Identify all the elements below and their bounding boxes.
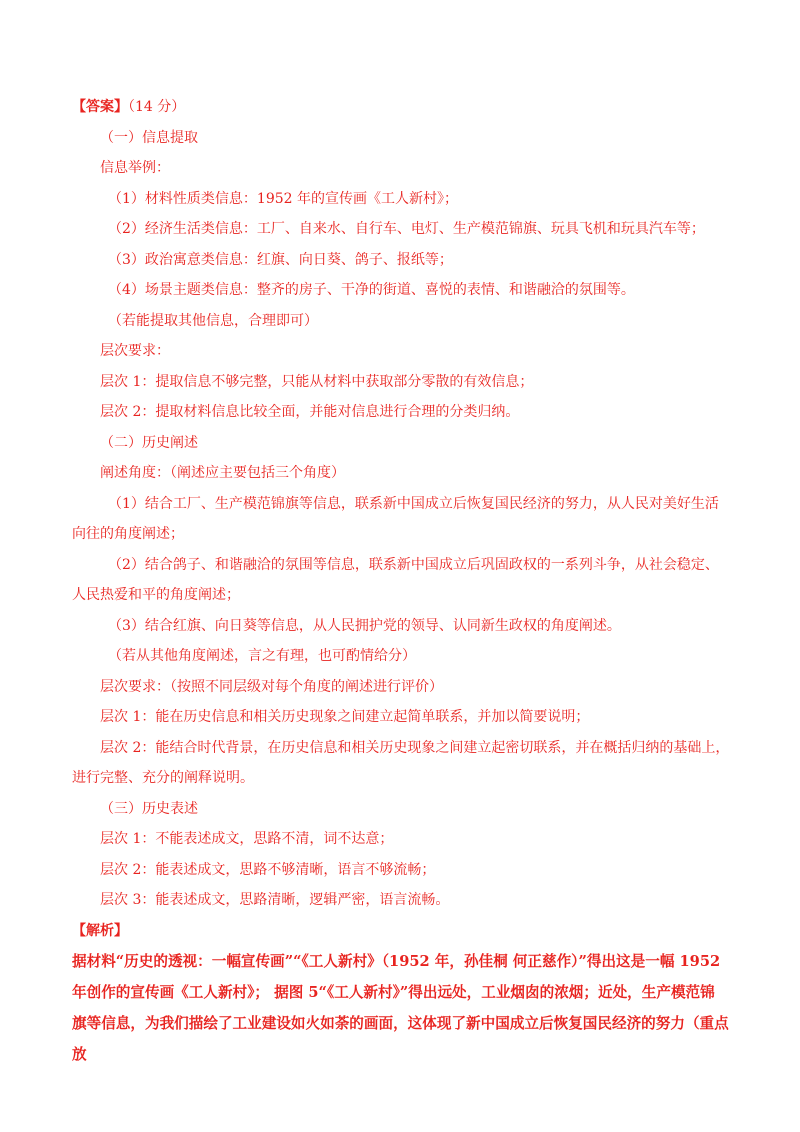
analysis-line-3: 旗等信息，为我们描绘了工业建设如火如荼的画面，这体现了新中国成立后恢复国民经济的努力（重点放 [72, 1015, 729, 1063]
analysis-body [72, 946, 732, 1070]
answer-score: （14 分） [128, 99, 186, 115]
level-2-a: 层次 1：能在历史信息和相关历史现象之间建立起简单联系，并加以简要说明； [100, 709, 590, 725]
level-3-a: 层次 1：不能表述成文，思路不清，词不达意； [100, 831, 394, 847]
section-2-title: （二）历史阐述 [100, 434, 198, 451]
analysis-line-1: 据材料“历史的透视：一幅宣传画”“《工人新村》（1952 年，孙佳桐 何正慈作）”得出这是一幅 1952 [72, 953, 721, 970]
info-item-3: （3）政治寓意类信息：红旗、向日葵、鸽子、报纸等； [108, 251, 453, 268]
info-item-1: （1）材料性质类信息：1952 年的宣传画《工人新村》； [108, 190, 458, 207]
angle-2-line-2: 人民热爱和平的角度阐述； [72, 587, 240, 603]
level-requirement-1: 层次要求： [100, 343, 170, 359]
angle-1-line-2: 向往的角度阐述； [72, 526, 184, 542]
level-2-b-line-1: 层次 2：能结合时代背景，在历史信息和相关历史现象之间建立起密切联系，并在概括归纳的基础上， [100, 739, 730, 756]
note-2: （若从其他角度阐述，言之有理，也可酌情给分） [108, 648, 416, 664]
level-1-b: 层次 2：提取材料信息比较全面，并能对信息进行合理的分类归纳。 [100, 404, 520, 420]
section-3-title: （三）历史表述 [100, 800, 198, 817]
angle-1-line-1: （1）结合工厂、生产模范锦旗等信息，联系新中国成立后恢复国民经济的努力，从人民对美好生活 [108, 495, 719, 512]
info-item-2: （2）经济生活类信息：工厂、自来水、自行车、电灯、生产模范锦旗、玩具飞机和玩具汽车等； [108, 221, 705, 237]
angle-title: 阐述角度：（阐述应主要包括三个角度） [100, 465, 345, 481]
level-1-a: 层次 1：提取信息不够完整，只能从材料中获取部分零散的有效信息； [100, 373, 534, 390]
note-1: （若能提取其他信息，合理即可） [108, 312, 318, 329]
analysis-label: 【解析】 [72, 922, 128, 939]
document-page [72, 92, 732, 1070]
analysis-line-2: 年创作的宣传画《工人新村》； 据图 5“《工人新村》”得出远处，工业烟囱的浓烟；近处，生产模范锦 [72, 984, 715, 1001]
angle-3: （3）结合红旗、向日葵等信息，从人民拥护党的领导、认同新生政权的角度阐述。 [108, 617, 621, 634]
level-2-b-line-2: 进行完整、充分的阐释说明。 [72, 770, 254, 786]
level-requirement-2: 层次要求：（按照不同层级对每个角度的阐述进行评价） [100, 678, 443, 695]
angle-2-line-1: （2）结合鸽子、和谐融洽的氛围等信息，联系新中国成立后巩固政权的一系列斗争，从社会稳定、 [108, 556, 719, 573]
section-1-title: （一）信息提取 [100, 129, 198, 146]
examples-title: 信息举例： [100, 160, 170, 176]
level-3-c: 层次 3：能表述成文，思路清晰，逻辑严密，语言流畅。 [100, 892, 450, 908]
answer-label: 【答案】 [72, 99, 128, 115]
info-item-4: （4）场景主题类信息：整齐的房子、干净的街道、喜悦的表情、和谐融洽的氛围等。 [108, 282, 635, 298]
level-3-b: 层次 2：能表述成文，思路不够清晰，语言不够流畅； [100, 861, 436, 878]
answer-header [72, 92, 732, 123]
